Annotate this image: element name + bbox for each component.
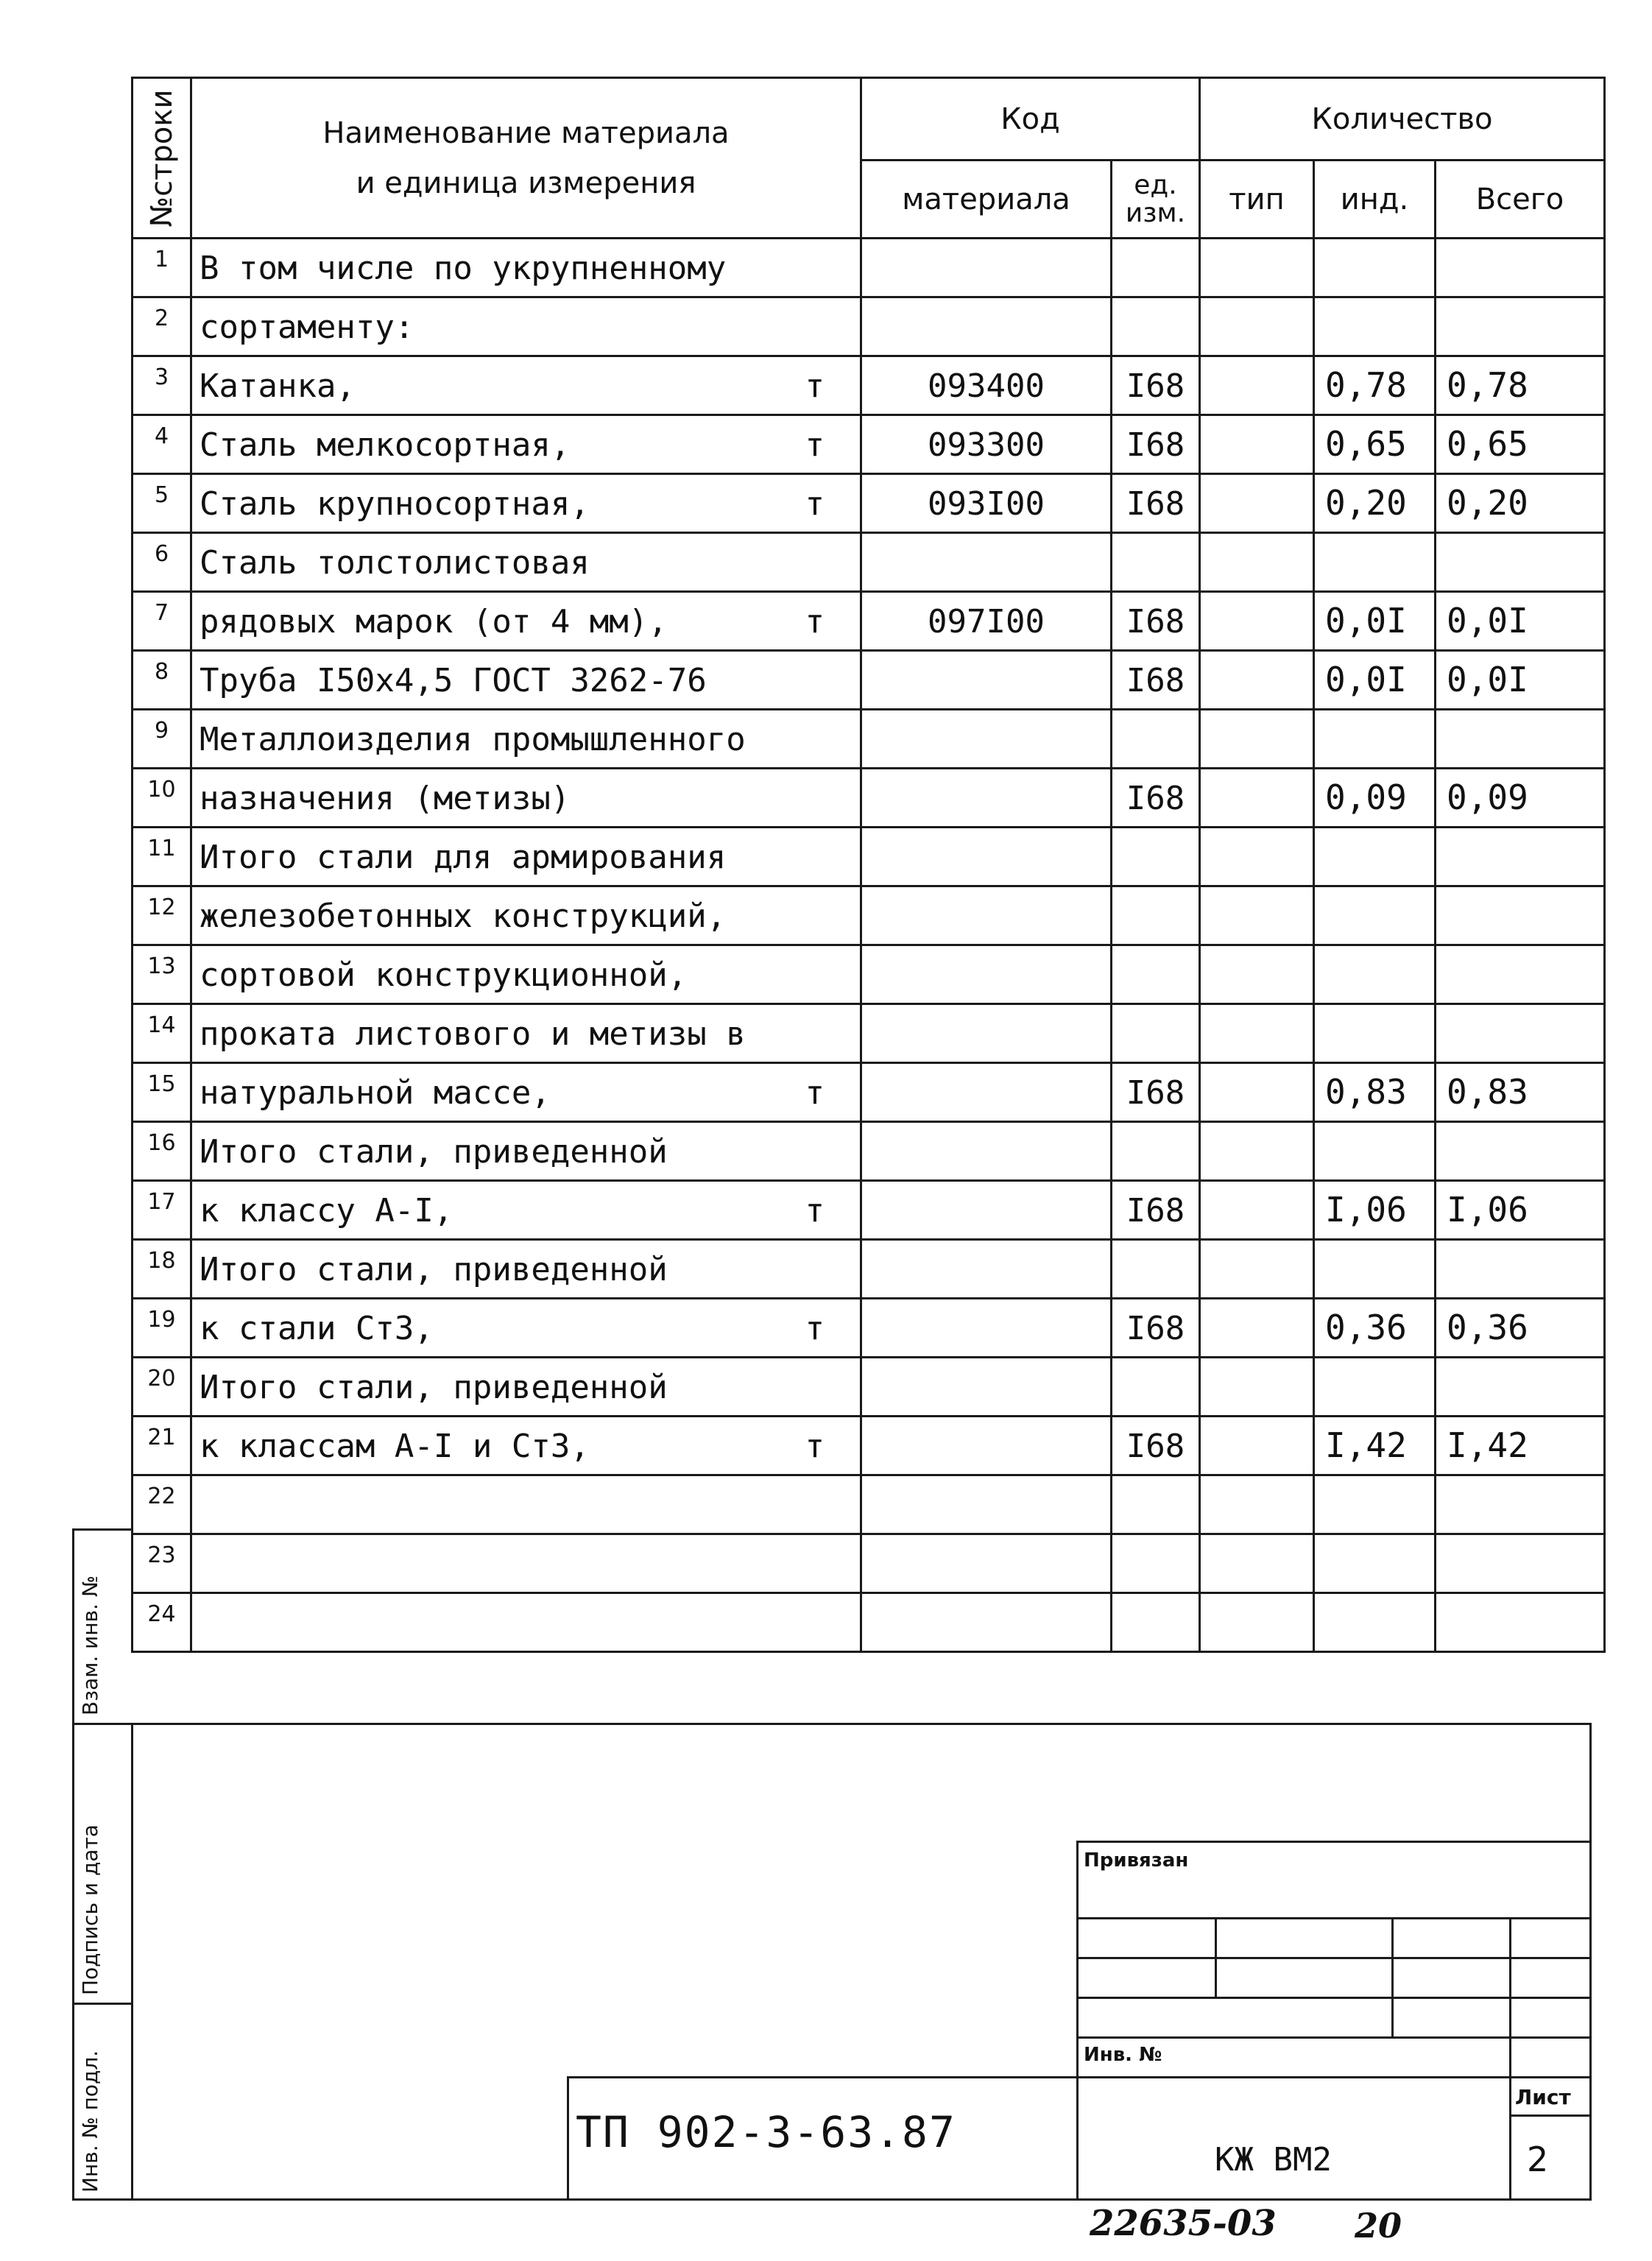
row-number: 6 — [133, 533, 191, 592]
unit-code: I68 — [1112, 651, 1200, 710]
material-code — [861, 1417, 1112, 1475]
margin-podpis-data: Подпись и дата — [78, 1824, 102, 1995]
unit-code: I68 — [1112, 1063, 1200, 1122]
material-name-text: сортовой конструкционной, — [200, 956, 688, 994]
margin-inv-podl: Инв. № подл. — [78, 2050, 102, 2193]
qty-ind — [1314, 1240, 1436, 1299]
table-row — [133, 1063, 1605, 1122]
material-name-text: к стали Ст3, — [200, 1310, 434, 1347]
row-number: 14 — [133, 1004, 191, 1063]
header-qty-total: Всего — [1436, 161, 1605, 239]
material-name-text: к классам А-I и Ст3, — [200, 1428, 590, 1465]
material-code — [861, 1593, 1112, 1652]
material-code — [861, 1004, 1112, 1063]
header-code: Код — [861, 78, 1200, 161]
material-code — [861, 533, 1112, 592]
table-row — [133, 769, 1605, 828]
inv-no-label: Инв. № — [1084, 2044, 1162, 2066]
material-code — [861, 710, 1112, 769]
document-code: ТП 902-3-63.87 — [576, 2107, 956, 2157]
sheet-number: 2 — [1527, 2140, 1549, 2179]
table-row — [133, 1358, 1605, 1417]
qty-type — [1200, 592, 1314, 651]
page-number: 20 — [1355, 2206, 1402, 2246]
material-name — [191, 1534, 861, 1593]
unit-code: I68 — [1112, 1299, 1200, 1358]
material-name-text: сортаменту: — [200, 308, 414, 346]
materials-table — [131, 77, 1606, 1653]
material-name — [191, 769, 861, 828]
material-name — [191, 1358, 861, 1417]
row-number: 16 — [133, 1122, 191, 1181]
qty-total: I,42 — [1436, 1417, 1605, 1475]
material-code: 097I00 — [861, 592, 1112, 651]
qty-ind — [1314, 1122, 1436, 1181]
row-number: 15 — [133, 1063, 191, 1122]
qty-total — [1436, 533, 1605, 592]
material-name — [191, 945, 861, 1004]
unit-code — [1112, 533, 1200, 592]
material-name — [191, 239, 861, 297]
table-row — [133, 828, 1605, 886]
qty-type — [1200, 1417, 1314, 1475]
qty-ind: I,42 — [1314, 1417, 1436, 1475]
material-name — [191, 592, 861, 651]
material-name-text: Итого стали, приведенной — [200, 1133, 668, 1171]
row-number: 24 — [133, 1593, 191, 1652]
header-code-material: материала — [861, 161, 1112, 239]
table-row — [133, 1122, 1605, 1181]
material-name-text: проката листового и метизы в — [200, 1015, 746, 1053]
table-row — [133, 1004, 1605, 1063]
qty-total: 0,65 — [1436, 415, 1605, 474]
material-code — [861, 1534, 1112, 1593]
unit-code — [1112, 1122, 1200, 1181]
material-name — [191, 415, 861, 474]
unit-code — [1112, 1240, 1200, 1299]
measure-unit: т — [805, 1310, 825, 1347]
unit-code — [1112, 1593, 1200, 1652]
qty-ind: 0,83 — [1314, 1063, 1436, 1122]
qty-total: 0,36 — [1436, 1299, 1605, 1358]
qty-total — [1436, 239, 1605, 297]
qty-total — [1436, 1122, 1605, 1181]
material-name-text: Итого стали, приведенной — [200, 1369, 668, 1406]
qty-ind — [1314, 886, 1436, 945]
qty-ind: 0,09 — [1314, 769, 1436, 828]
header-quantity: Количество — [1200, 78, 1605, 161]
header-row-number: №строки — [133, 78, 191, 239]
table-body — [133, 239, 1605, 1652]
qty-type — [1200, 651, 1314, 710]
qty-total — [1436, 1534, 1605, 1593]
material-code — [861, 828, 1112, 886]
row-number: 2 — [133, 297, 191, 356]
material-code — [861, 1063, 1112, 1122]
material-name-text: Итого стали для армирования — [200, 839, 727, 876]
measure-unit: т — [805, 485, 825, 523]
qty-total: 0,20 — [1436, 474, 1605, 533]
material-name-text: Итого стали, приведенной — [200, 1251, 668, 1288]
row-number: 7 — [133, 592, 191, 651]
material-code — [861, 1181, 1112, 1240]
qty-type — [1200, 1475, 1314, 1534]
qty-type — [1200, 533, 1314, 592]
material-name — [191, 1299, 861, 1358]
qty-ind: 0,78 — [1314, 356, 1436, 415]
row-number: 1 — [133, 239, 191, 297]
material-name — [191, 533, 861, 592]
unit-code — [1112, 297, 1200, 356]
qty-ind: 0,0I — [1314, 651, 1436, 710]
unit-code — [1112, 710, 1200, 769]
unit-code — [1112, 1534, 1200, 1593]
material-name-text: железобетонных конструкций, — [200, 897, 727, 935]
unit-code: I68 — [1112, 474, 1200, 533]
qty-ind — [1314, 1593, 1436, 1652]
qty-ind: 0,20 — [1314, 474, 1436, 533]
qty-total: 0,0I — [1436, 651, 1605, 710]
qty-total: I,06 — [1436, 1181, 1605, 1240]
material-code — [861, 1240, 1112, 1299]
material-name-text: Металлоизделия промышленного — [200, 721, 746, 758]
row-number: 12 — [133, 886, 191, 945]
qty-type — [1200, 945, 1314, 1004]
material-name-text: рядовых марок (от 4 мм), — [200, 603, 668, 641]
material-code — [861, 239, 1112, 297]
qty-total: 0,78 — [1436, 356, 1605, 415]
material-name — [191, 356, 861, 415]
qty-ind — [1314, 297, 1436, 356]
qty-total — [1436, 945, 1605, 1004]
table-row — [133, 592, 1605, 651]
material-code — [861, 886, 1112, 945]
qty-total: 0,83 — [1436, 1063, 1605, 1122]
unit-code: I68 — [1112, 415, 1200, 474]
row-number: 22 — [133, 1475, 191, 1534]
stamp-number: 22635-03 — [1090, 2203, 1277, 2244]
qty-type — [1200, 239, 1314, 297]
material-name-text: В том числе по укрупненному — [200, 250, 727, 287]
header-name-line1: Наименование материала — [322, 116, 730, 150]
qty-type — [1200, 474, 1314, 533]
row-number: 13 — [133, 945, 191, 1004]
unit-code — [1112, 1475, 1200, 1534]
table-row — [133, 239, 1605, 297]
material-name — [191, 1181, 861, 1240]
row-number: 11 — [133, 828, 191, 886]
row-number: 8 — [133, 651, 191, 710]
material-name — [191, 1122, 861, 1181]
material-code — [861, 1299, 1112, 1358]
row-number: 3 — [133, 356, 191, 415]
material-name — [191, 1063, 861, 1122]
measure-unit: т — [805, 1192, 825, 1230]
unit-code: I68 — [1112, 769, 1200, 828]
qty-ind — [1314, 1534, 1436, 1593]
measure-unit: т — [805, 426, 825, 464]
qty-type — [1200, 769, 1314, 828]
qty-type — [1200, 356, 1314, 415]
qty-ind — [1314, 945, 1436, 1004]
header-material-name — [191, 78, 861, 239]
row-number: 4 — [133, 415, 191, 474]
table-row — [133, 710, 1605, 769]
qty-ind: 0,65 — [1314, 415, 1436, 474]
qty-total — [1436, 886, 1605, 945]
row-number: 17 — [133, 1181, 191, 1240]
qty-ind — [1314, 239, 1436, 297]
measure-unit: т — [805, 603, 825, 641]
qty-ind: I,06 — [1314, 1181, 1436, 1240]
material-name-text: Сталь толстолистовая — [200, 544, 590, 582]
table-row — [133, 651, 1605, 710]
material-name — [191, 651, 861, 710]
material-name — [191, 297, 861, 356]
qty-total — [1436, 710, 1605, 769]
table-row — [133, 474, 1605, 533]
table-row — [133, 1299, 1605, 1358]
material-code — [861, 769, 1112, 828]
margin-inv-vzam: Взам. инв. № — [78, 1575, 102, 1715]
unit-code — [1112, 239, 1200, 297]
material-name-text: Труба I50x4,5 ГОСТ 3262-76 — [200, 662, 707, 699]
material-code — [861, 945, 1112, 1004]
material-name — [191, 1240, 861, 1299]
material-name — [191, 1593, 861, 1652]
material-name — [191, 1475, 861, 1534]
qty-type — [1200, 1299, 1314, 1358]
material-code — [861, 1475, 1112, 1534]
table-row — [133, 886, 1605, 945]
measure-unit: т — [805, 1428, 825, 1465]
table-row — [133, 356, 1605, 415]
qty-ind — [1314, 1004, 1436, 1063]
table-row — [133, 1593, 1605, 1652]
material-code: 093300 — [861, 415, 1112, 474]
qty-total — [1436, 1475, 1605, 1534]
row-number: 20 — [133, 1358, 191, 1417]
material-name — [191, 828, 861, 886]
material-name — [191, 1417, 861, 1475]
qty-type — [1200, 297, 1314, 356]
material-name-text: натуральной массе, — [200, 1074, 551, 1112]
qty-ind — [1314, 828, 1436, 886]
table-row — [133, 1534, 1605, 1593]
qty-type — [1200, 1004, 1314, 1063]
unit-code: I68 — [1112, 356, 1200, 415]
material-name — [191, 1004, 861, 1063]
qty-total: 0,0I — [1436, 592, 1605, 651]
row-number: 18 — [133, 1240, 191, 1299]
qty-total — [1436, 828, 1605, 886]
qty-ind — [1314, 1475, 1436, 1534]
qty-ind — [1314, 533, 1436, 592]
measure-unit: т — [805, 1074, 825, 1112]
header-qty-ind: инд. — [1314, 161, 1436, 239]
row-number: 23 — [133, 1534, 191, 1593]
qty-type — [1200, 1593, 1314, 1652]
header-qty-type: тип — [1200, 161, 1314, 239]
qty-total — [1436, 1358, 1605, 1417]
qty-total — [1436, 297, 1605, 356]
row-number: 21 — [133, 1417, 191, 1475]
table-row — [133, 297, 1605, 356]
unit-code: I68 — [1112, 1181, 1200, 1240]
qty-type — [1200, 828, 1314, 886]
privyazan-label: Привязан — [1084, 1849, 1189, 1872]
qty-total — [1436, 1593, 1605, 1652]
unit-code: I68 — [1112, 1417, 1200, 1475]
qty-ind: 0,0I — [1314, 592, 1436, 651]
row-number: 9 — [133, 710, 191, 769]
row-number: 10 — [133, 769, 191, 828]
table-row — [133, 1417, 1605, 1475]
material-name-text: Катанка, — [200, 367, 356, 405]
qty-type — [1200, 886, 1314, 945]
material-name-text: Сталь крупносортная, — [200, 485, 590, 523]
qty-type — [1200, 1534, 1314, 1593]
qty-ind: 0,36 — [1314, 1299, 1436, 1358]
header-code-unit: ед. изм. — [1112, 161, 1200, 239]
material-name-text: назначения (метизы) — [200, 780, 571, 817]
qty-type — [1200, 1358, 1314, 1417]
material-code: 093400 — [861, 356, 1112, 415]
table-row — [133, 415, 1605, 474]
qty-type — [1200, 1240, 1314, 1299]
qty-type — [1200, 1063, 1314, 1122]
material-name-text: Сталь мелкосортная, — [200, 426, 571, 464]
table-row — [133, 1181, 1605, 1240]
qty-type — [1200, 1181, 1314, 1240]
qty-total — [1436, 1004, 1605, 1063]
table-row — [133, 533, 1605, 592]
qty-type — [1200, 1122, 1314, 1181]
material-code — [861, 1122, 1112, 1181]
sheet-label: Лист — [1515, 2085, 1571, 2109]
qty-total: 0,09 — [1436, 769, 1605, 828]
row-number: 5 — [133, 474, 191, 533]
unit-code: I68 — [1112, 592, 1200, 651]
qty-type — [1200, 710, 1314, 769]
material-name-text: к классу А-I, — [200, 1192, 453, 1230]
document-mark: КЖ ВМ2 — [1215, 2141, 1332, 2179]
table-row — [133, 1240, 1605, 1299]
measure-unit: т — [805, 367, 825, 405]
qty-ind — [1314, 1358, 1436, 1417]
unit-code — [1112, 1004, 1200, 1063]
table-row — [133, 1475, 1605, 1534]
unit-code — [1112, 945, 1200, 1004]
material-name — [191, 886, 861, 945]
header-name-line2: и единица измерения — [356, 166, 696, 200]
material-code — [861, 297, 1112, 356]
row-number: 19 — [133, 1299, 191, 1358]
material-code — [861, 651, 1112, 710]
qty-type — [1200, 415, 1314, 474]
unit-code — [1112, 886, 1200, 945]
unit-code — [1112, 1358, 1200, 1417]
material-code — [861, 1358, 1112, 1417]
unit-code — [1112, 828, 1200, 886]
material-name — [191, 474, 861, 533]
qty-ind — [1314, 710, 1436, 769]
qty-total — [1436, 1240, 1605, 1299]
material-name — [191, 710, 861, 769]
material-code: 093I00 — [861, 474, 1112, 533]
table-row — [133, 945, 1605, 1004]
